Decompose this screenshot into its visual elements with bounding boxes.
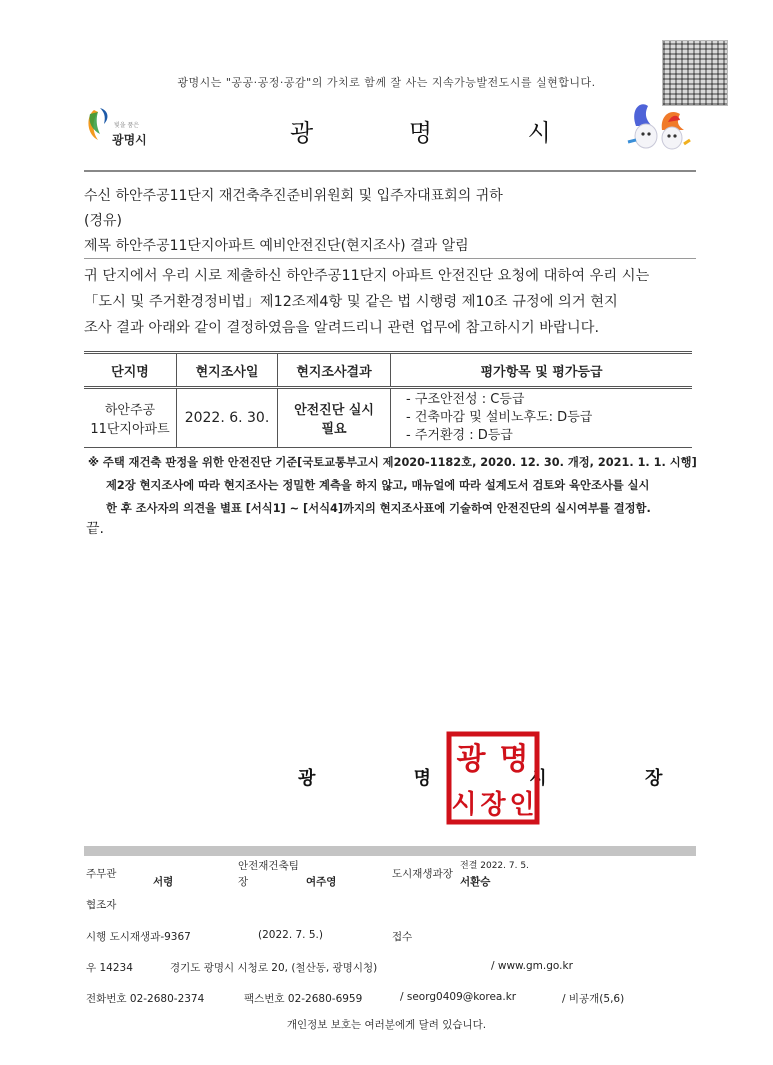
body-line: 「도시 및 주거환경정비법」제12조제4항 및 같은 법 시행령 제10조 규정에 의거 현지	[84, 294, 618, 310]
address: 경기도 광명시 시청로 20, (철산동, 광명시청)	[170, 962, 378, 974]
team-name: 여주영	[306, 876, 337, 888]
subject-rule	[84, 258, 696, 259]
cell-survey-date: 2022. 6. 30.	[177, 388, 278, 448]
body-line: 조사 결과 아래와 같이 결정하였음을 알려드리니 관련 업무에 참고하시기 바랍니다.	[84, 320, 600, 336]
subject-line: 제목 하안주공11단지아파트 예비안전진단(현지조사) 결과 알림	[84, 238, 469, 254]
drafter-name: 서령	[153, 876, 174, 888]
footer-bar	[84, 846, 696, 856]
postal-code: 우 14234	[86, 962, 133, 974]
coop-label: 협조자	[86, 899, 117, 911]
document-title: 광 명 시	[290, 119, 595, 147]
col-header-name: 단지명	[84, 353, 177, 388]
result-line: 안전진단 실시	[294, 403, 374, 418]
receipt-label: 접수	[392, 931, 413, 943]
grade-item: - 주거환경 : D등급	[406, 428, 513, 443]
note-line: ※ 주택 재건축 판정을 위한 안전진단 기준[국토교통부고시 제2020-1182호, 2020. 12. 30. 개정, 2021. 1. 1. 시행]	[88, 456, 697, 469]
exec-date: (2022. 7. 5.)	[258, 929, 323, 941]
team-role: 안전재건축팀	[238, 860, 299, 872]
issuer-name: 광 명 시 장	[298, 768, 709, 789]
via-line: (경유)	[84, 213, 122, 229]
seal-char: 장	[480, 790, 506, 820]
logo-text: 광명시	[112, 133, 147, 147]
email-link[interactable]: / seorg0409@korea.kr	[400, 991, 517, 1003]
col-header-grades: 평가항목 및 평가등급	[391, 353, 693, 388]
col-header-date: 현지조사일	[177, 353, 278, 388]
col-header-result: 현지조사결과	[278, 353, 391, 388]
disclosure: / 비공개(5,6)	[562, 993, 625, 1005]
table-row	[84, 388, 692, 448]
slogan: 광명시는 "공공·공정·공감"의 가치로 함께 잘 사는 지속가능발전도시를 실현합니다.	[177, 76, 596, 89]
recipient-line: 수신 하안주공11단지 재건축추진준비위원회 및 입주자대표회의 귀하	[84, 188, 503, 204]
mascot-icon	[622, 96, 692, 154]
cell-grades	[391, 388, 693, 448]
website-link[interactable]: / www.gm.go.kr	[491, 960, 573, 972]
complex-name-line: 하안주공	[104, 403, 156, 418]
result-line: 필요	[321, 422, 347, 437]
table-header-row	[84, 353, 692, 388]
cell-survey-result	[278, 388, 391, 448]
cell-complex-name	[84, 388, 177, 448]
body-line: 귀 단지에서 우리 시로 제출하신 하안주공11단지 아파트 안전진단 요청에 대하여 우리 시는	[84, 268, 650, 284]
team-role-suffix: 장	[238, 876, 249, 888]
end-mark: 끝.	[86, 521, 104, 537]
decision-date: 전결 2022. 7. 5.	[460, 861, 529, 871]
exec-label: 시행 도시재생과-9367	[86, 931, 191, 943]
note-line: 제2장 현지조사에 따라 현지조사는 정밀한 계측을 하지 않고, 매뉴얼에 따라 설계도서 검토와 육안조사를 실시	[106, 479, 650, 492]
body-paragraph	[84, 263, 698, 341]
dept-role: 도시재생과장	[392, 868, 453, 880]
privacy-notice: 개인정보 보호는 여러분에게 달려 있습니다.	[286, 1019, 487, 1031]
drafter-role: 주무관	[86, 868, 117, 880]
grade-item: - 구조안전성 : C등급	[406, 392, 525, 407]
note-block	[88, 451, 700, 520]
fax: 팩스번호 02-2680-6959	[244, 993, 363, 1005]
seal-char: 인	[509, 790, 535, 820]
logo-subtitle: 빛을 품은	[114, 122, 140, 129]
note-line: 한 후 조사자의 의견을 별표 [서식1] ~ [서식4]까지의 현지조사표에 기술하여 안전진단의 실시여부를 결정함.	[106, 502, 651, 515]
phone: 전화번호 02-2680-2374	[86, 993, 205, 1005]
result-table	[84, 351, 692, 448]
complex-name-line: 11단지아파트	[90, 422, 170, 437]
seal-char: 광	[456, 742, 486, 777]
decision-name: 서환승	[460, 876, 491, 888]
seal-char: 시	[451, 790, 477, 820]
grade-item: - 건축마감 및 설비노후도: D등급	[406, 410, 593, 425]
official-seal-icon	[446, 731, 540, 825]
seal-char: 명	[499, 742, 529, 777]
header-rule	[84, 170, 696, 172]
